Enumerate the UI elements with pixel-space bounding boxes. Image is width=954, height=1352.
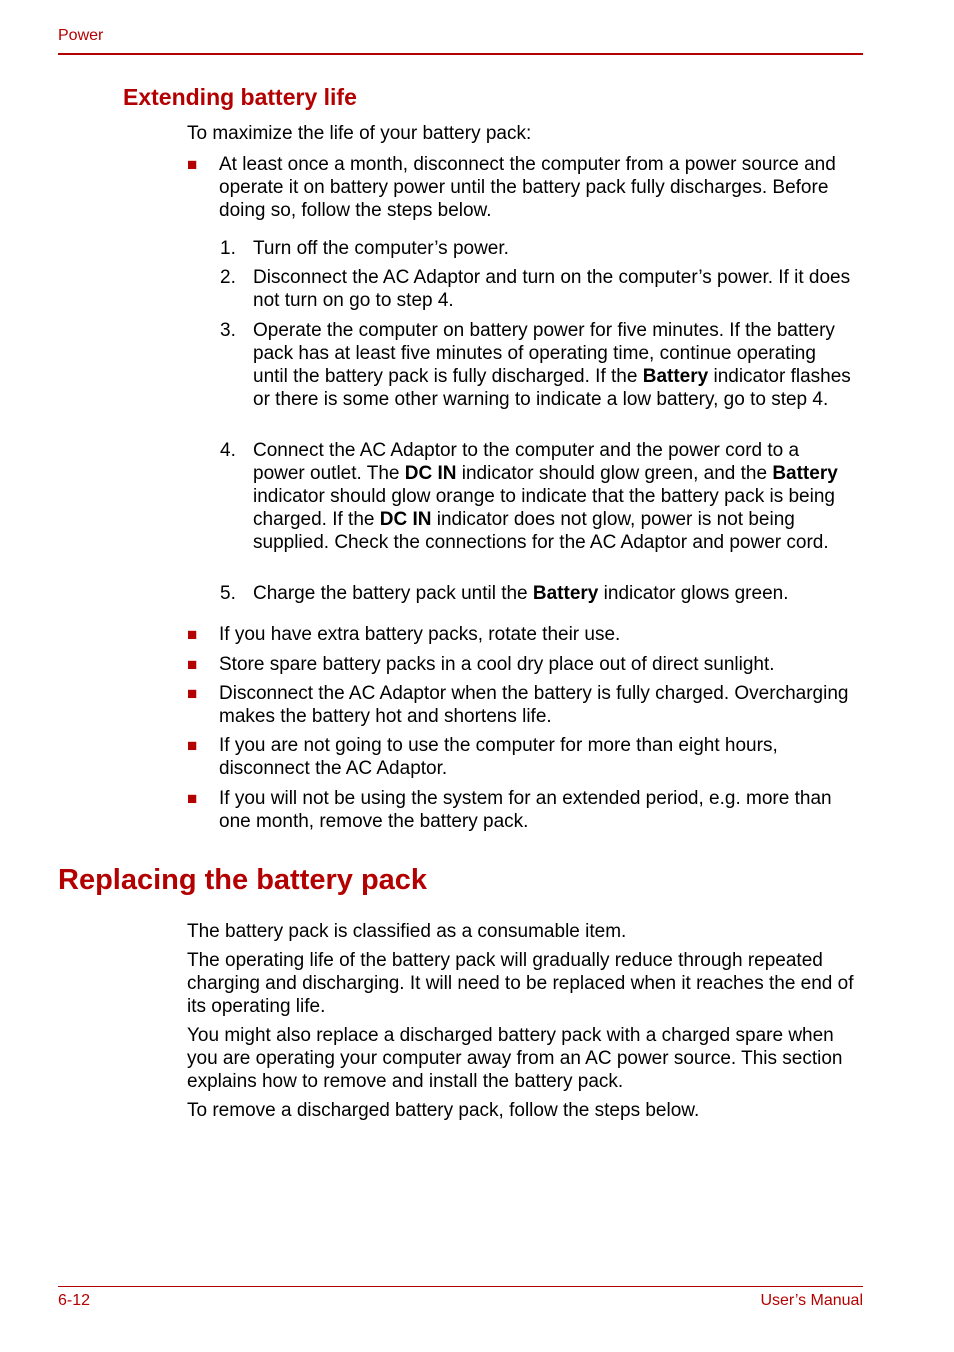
step-number: 2. — [220, 267, 236, 288]
subsection-heading: Extending battery life — [123, 84, 357, 110]
manual-title: User’s Manual — [760, 1292, 863, 1309]
intro-paragraph: To maximize the life of your battery pack: — [187, 123, 532, 144]
dc-in-indicator-term: DC IN — [404, 462, 457, 484]
battery-indicator-term: Battery — [772, 462, 838, 484]
body-paragraph: The operating life of the battery pack will gradually reduce through repeated charging and discharging. It will need to be replaced when it reaches the end of its operating life. — [187, 950, 854, 1017]
step-number: 3. — [220, 320, 236, 341]
step-text: Operate the computer on battery power for five minutes. If the battery pack has at least five minutes of operating time, continue operating until the battery pack is fully discharged. If the Battery indicator flashes or there is some other warning to indicate a low battery, go to step 4. — [253, 320, 851, 410]
step-text: Turn off the computer’s power. — [253, 238, 509, 259]
running-header: Power — [58, 27, 104, 44]
battery-indicator-term: Battery — [642, 365, 709, 387]
dc-in-indicator-term: DC IN — [379, 508, 432, 530]
body-paragraph: The battery pack is classified as a consumable item. — [187, 921, 627, 942]
bullet-square-icon: ■ — [187, 655, 198, 674]
bullet-square-icon: ■ — [187, 684, 198, 703]
step-text: Connect the AC Adaptor to the computer and the power cord to a power outlet. The DC IN indicator should glow green, and the Battery indicator should glow orange to indicate that the battery pack is being charged. If the DC IN indicator does not glow, power is not being supplied. Check the connections for the AC Adaptor and power cord. — [253, 440, 838, 553]
bullet-text: If you are not going to use the computer for more than eight hours, disconnect the AC Adaptor. — [219, 735, 778, 779]
step-number: 4. — [220, 440, 236, 461]
step-text: Disconnect the AC Adaptor and turn on the computer’s power. If it does not turn on go to step 4. — [253, 267, 851, 311]
page-number: 6-12 — [58, 1292, 91, 1309]
bullet-square-icon: ■ — [187, 155, 198, 174]
body-paragraph: To remove a discharged battery pack, follow the steps below. — [187, 1100, 700, 1121]
bullet-text: If you will not be using the system for an extended period, e.g. more than one month, remove the battery pack. — [219, 788, 832, 832]
battery-indicator-term: Battery — [532, 583, 599, 604]
bullet-text: Store spare battery packs in a cool dry place out of direct sunlight. — [219, 654, 775, 675]
bullet-text: If you have extra battery packs, rotate their use. — [219, 624, 621, 645]
bullet-square-icon: ■ — [187, 789, 198, 808]
bullet-text: Disconnect the AC Adaptor when the battery is fully charged. Overcharging makes the battery hot and shortens life. — [219, 683, 849, 727]
section-heading: Replacing the battery pack — [58, 864, 428, 896]
body-paragraph: You might also replace a discharged battery pack with a charged spare when you are operating your computer away from an AC power source. This section explains how to remove and install the battery pack. — [187, 1025, 843, 1092]
bullet-square-icon: ■ — [187, 736, 198, 755]
step-number: 5. — [220, 583, 236, 604]
bullet-square-icon: ■ — [187, 625, 198, 644]
footer-divider — [58, 1286, 863, 1287]
step-number: 1. — [220, 238, 236, 259]
step-text: Charge the battery pack until the Battery indicator glows green. — [253, 583, 789, 604]
header-divider — [58, 53, 863, 55]
bullet-text: At least once a month, disconnect the computer from a power source and operate it on battery power until the battery pack fully discharges. Before doing so, follow the steps below. — [219, 154, 836, 221]
